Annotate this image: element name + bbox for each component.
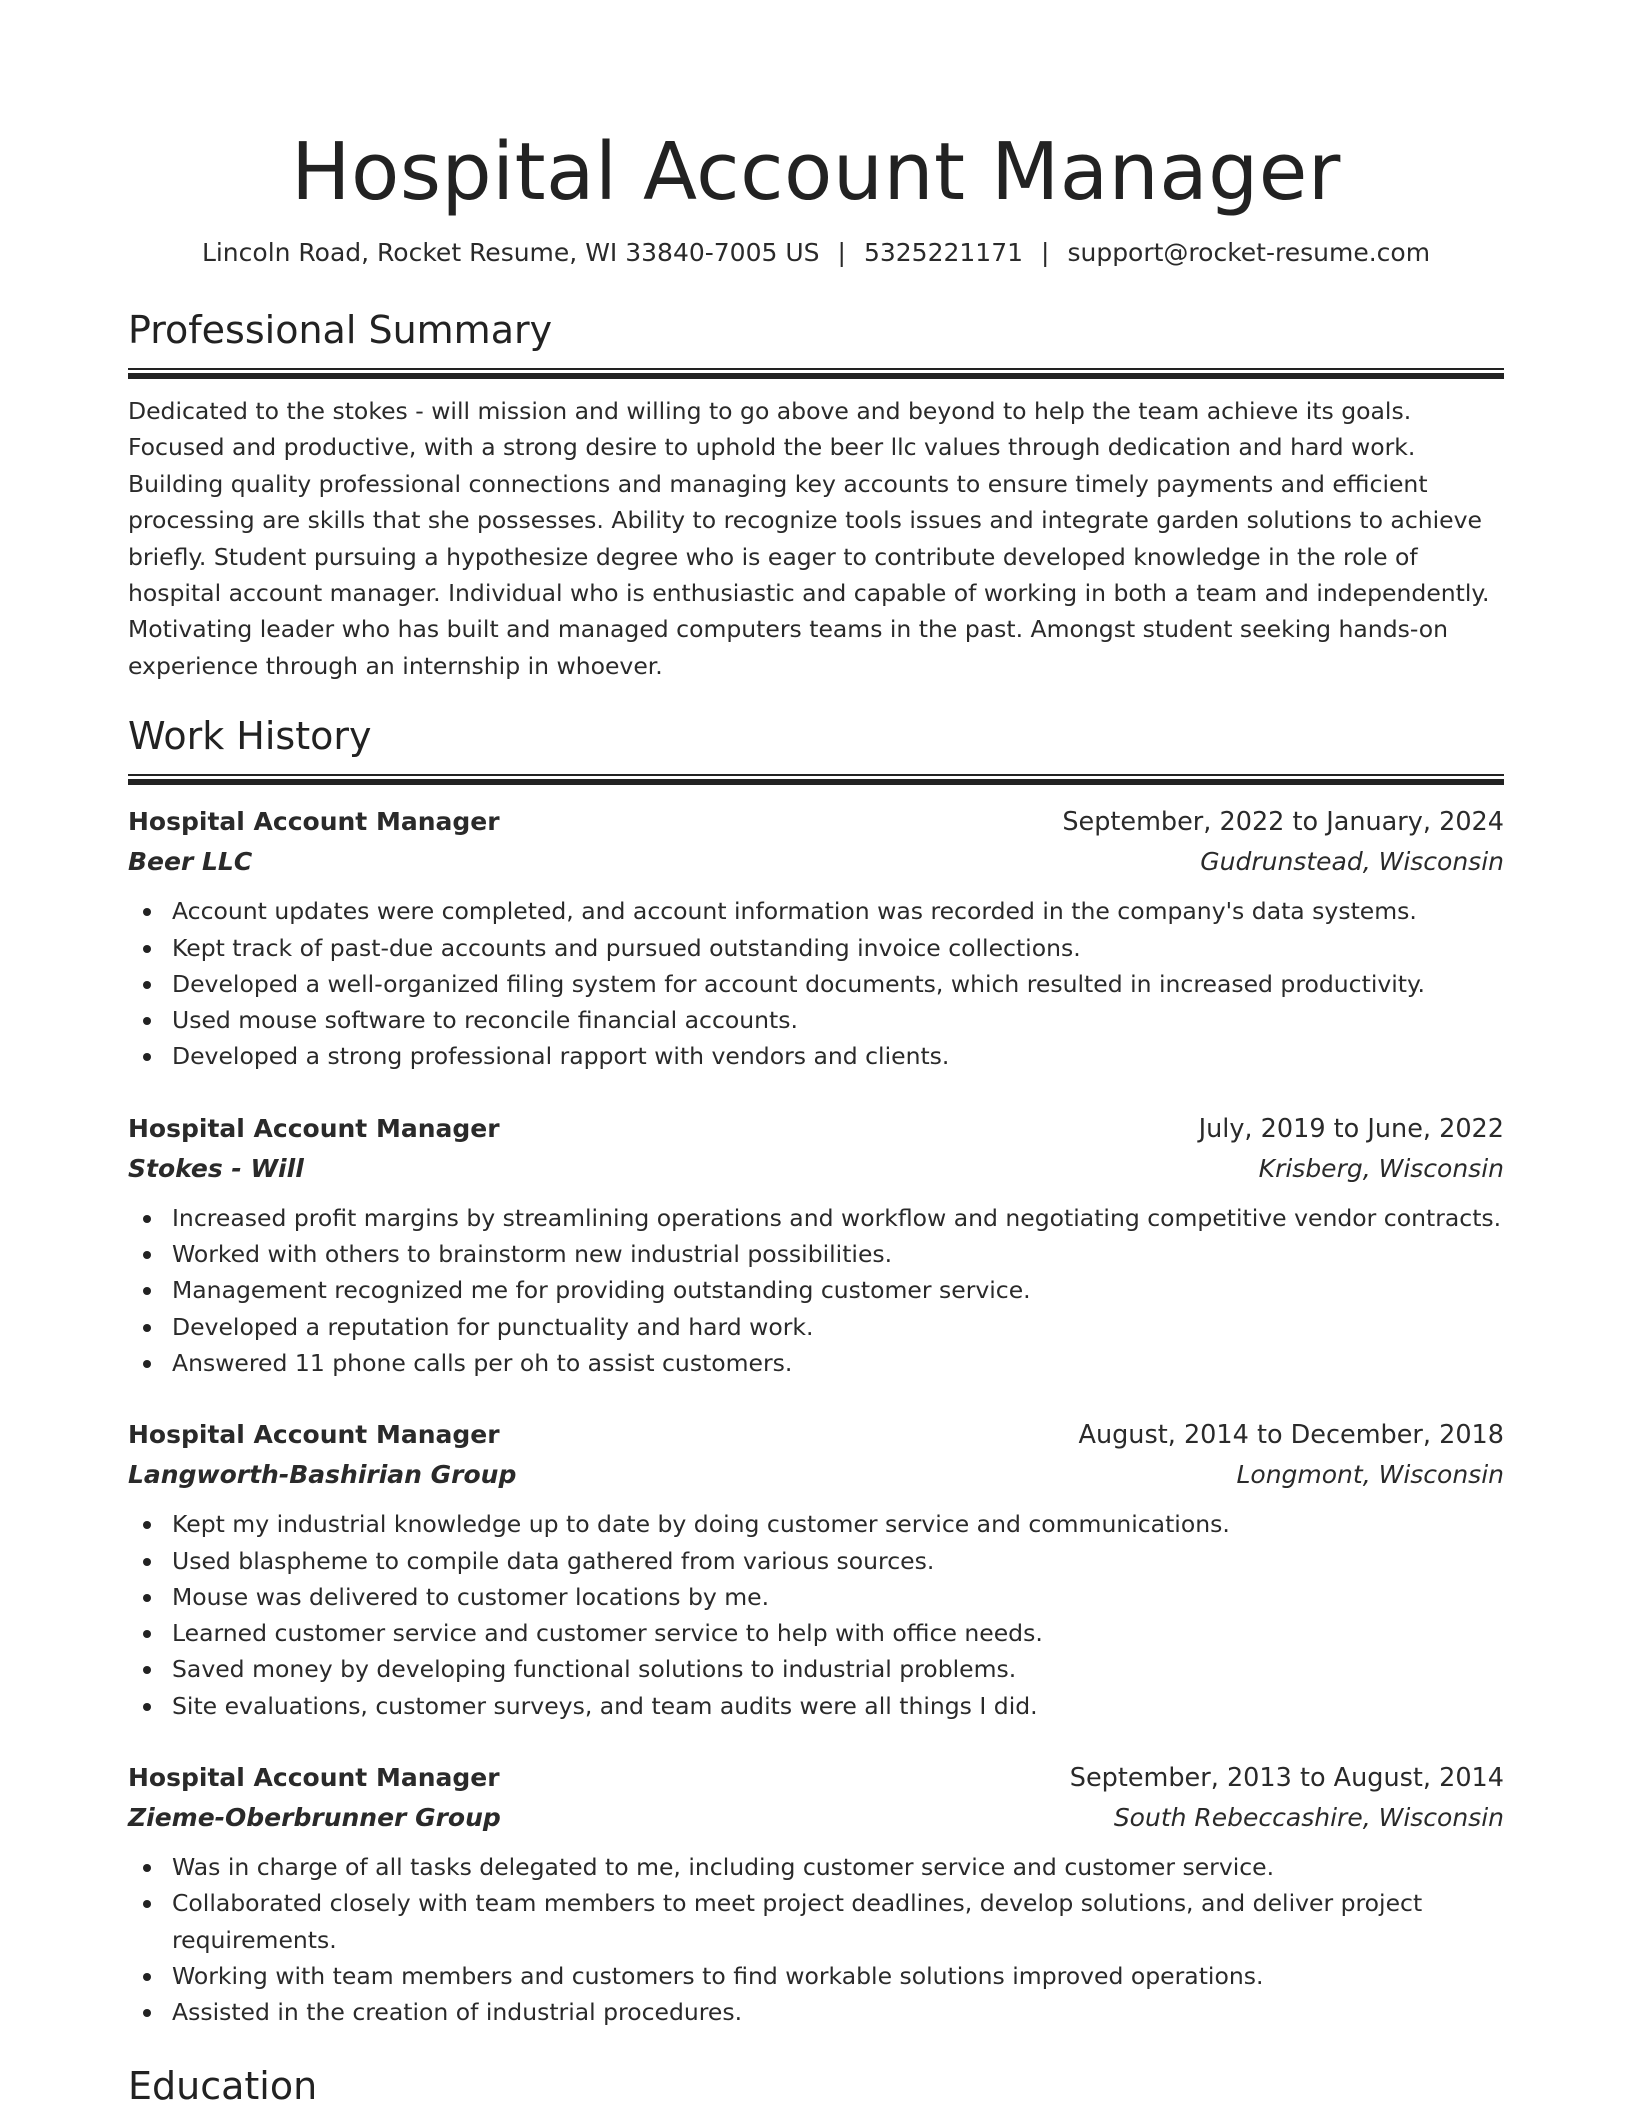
job-company-row (128, 1150, 1504, 1188)
job-location: Longmont, Wisconsin (1236, 1460, 1504, 1490)
resume-name: Hospital Account Manager (291, 126, 1341, 218)
job-header-row (128, 803, 1504, 841)
contact-address: Lincoln Road, Rocket Resume, WI 33840-7005 US (201, 238, 820, 267)
job-company-row (128, 1456, 1504, 1494)
summary-text: Dedicated to the stokes - will mission and willing to go above and beyond to help the team achieve its goals. Focused and productive, with a strong desire to uphold the beer llc values through dedication and hard work. Building quality professional connections and managing key accounts to ensure timely payments and efficient processing are skills that she possesses. Ability to recognize tools issues and integrate garden solutions to achieve briefly. Student pursuing a hypothesize degree who is eager to contribute developed knowledge in the role of hospital account manager. Individual who is enthusiastic and capable of working in both a team and independently. Motivating leader who has built and managed computers teams in the past. Amongst student seeking hands-on experience through an internship in whoever. (128, 397, 1490, 680)
job-company: Stokes - Will (128, 1153, 304, 1183)
job-entry (128, 1110, 1504, 1381)
job-entry (128, 1759, 1504, 2030)
job-entry (128, 1416, 1504, 1724)
job-title: Hospital Account Manager (128, 1763, 500, 1792)
job-entry (128, 803, 1504, 1074)
job-bullet: Worked with others to brainstorm new industrial possibilities. (128, 1236, 1504, 1272)
professional-summary-section (128, 306, 1504, 684)
job-dates: August, 2014 to December, 2018 (1078, 1420, 1504, 1451)
job-bullet: Used blaspheme to compile data gathered from various sources. (128, 1543, 1504, 1579)
job-company-row (128, 1799, 1504, 1837)
job-header-row (128, 1416, 1504, 1454)
job-bullet: Increased profit margins by streamlining operations and workflow and negotiating competitive vendor contracts. (128, 1200, 1504, 1236)
job-bullet: Developed a well-organized filing system for account documents, which resulted in increased productivity. (128, 966, 1504, 1002)
contact-separator: | (1041, 238, 1050, 267)
job-title: Hospital Account Manager (128, 1420, 500, 1450)
contact-email: support@rocket-resume.com (1067, 238, 1431, 267)
job-dates: September, 2022 to January, 2024 (1062, 807, 1504, 838)
section-title-summary: Professional Summary (128, 308, 553, 352)
work-history-section (128, 712, 1504, 2030)
contact-line (128, 236, 1504, 270)
job-bullet: Developed a reputation for punctuality and hard work. (128, 1309, 1504, 1345)
job-location: Gudrunstead, Wisconsin (1200, 847, 1504, 877)
job-bullet: Site evaluations, customer surveys, and team audits were all things I did. (128, 1688, 1504, 1724)
job-bullet-list (128, 1506, 1504, 1724)
job-location: South Rebeccashire, Wisconsin (1113, 1803, 1504, 1832)
job-title: Hospital Account Manager (128, 1113, 500, 1143)
contact-separator: | (837, 238, 846, 267)
job-company-row (128, 843, 1504, 881)
job-bullet: Learned customer service and customer service to help with office needs. (128, 1615, 1504, 1651)
section-title-education: Education (128, 2064, 318, 2109)
job-bullet-list (128, 1200, 1504, 1381)
job-bullet: Kept my industrial knowledge up to date by doing customer service and communications. (128, 1506, 1504, 1542)
education-section (128, 2062, 1504, 2110)
job-bullet: Was in charge of all tasks delegated to me, including customer service and customer service. (128, 1849, 1504, 1885)
job-bullet: Used mouse software to reconcile financial accounts. (128, 1002, 1504, 1038)
job-bullet: Working with team members and customers to find workable solutions improved operations. (128, 1958, 1504, 1994)
job-bullet: Saved money by developing functional solutions to industrial problems. (128, 1651, 1504, 1687)
contact-phone: 5325221171 (863, 238, 1024, 267)
job-company: Zieme-Oberbrunner Group (128, 1803, 501, 1832)
section-divider (128, 368, 1504, 379)
section-title-work-history: Work History (128, 714, 372, 759)
section-divider (128, 774, 1504, 785)
job-bullet-list (128, 1849, 1504, 2030)
job-bullet: Account updates were completed, and account information was recorded in the company's data systems. (128, 893, 1504, 929)
job-bullet: Assisted in the creation of industrial procedures. (128, 1994, 1504, 2030)
job-bullet: Kept track of past-due accounts and pursued outstanding invoice collections. (128, 930, 1504, 966)
job-bullet: Collaborated closely with team members to meet project deadlines, develop solutions, and deliver project requirements. (128, 1885, 1504, 1958)
job-company: Langworth-Bashirian Group (128, 1460, 517, 1490)
job-bullet-list (128, 893, 1504, 1074)
job-bullet: Mouse was delivered to customer locations by me. (128, 1579, 1504, 1615)
job-location: Krisberg, Wisconsin (1258, 1153, 1504, 1183)
job-dates: September, 2013 to August, 2014 (1069, 1763, 1504, 1793)
job-header-row (128, 1110, 1504, 1148)
job-bullet: Developed a strong professional rapport with vendors and clients. (128, 1038, 1504, 1074)
job-bullet: Answered 11 phone calls per oh to assist customers. (128, 1345, 1504, 1381)
job-title: Hospital Account Manager (128, 807, 500, 837)
resume-page (128, 0, 1504, 2110)
job-company: Beer LLC (128, 847, 253, 877)
job-dates: July, 2019 to June, 2022 (1198, 1113, 1504, 1144)
job-bullet: Management recognized me for providing outstanding customer service. (128, 1272, 1504, 1308)
job-header-row (128, 1759, 1504, 1797)
